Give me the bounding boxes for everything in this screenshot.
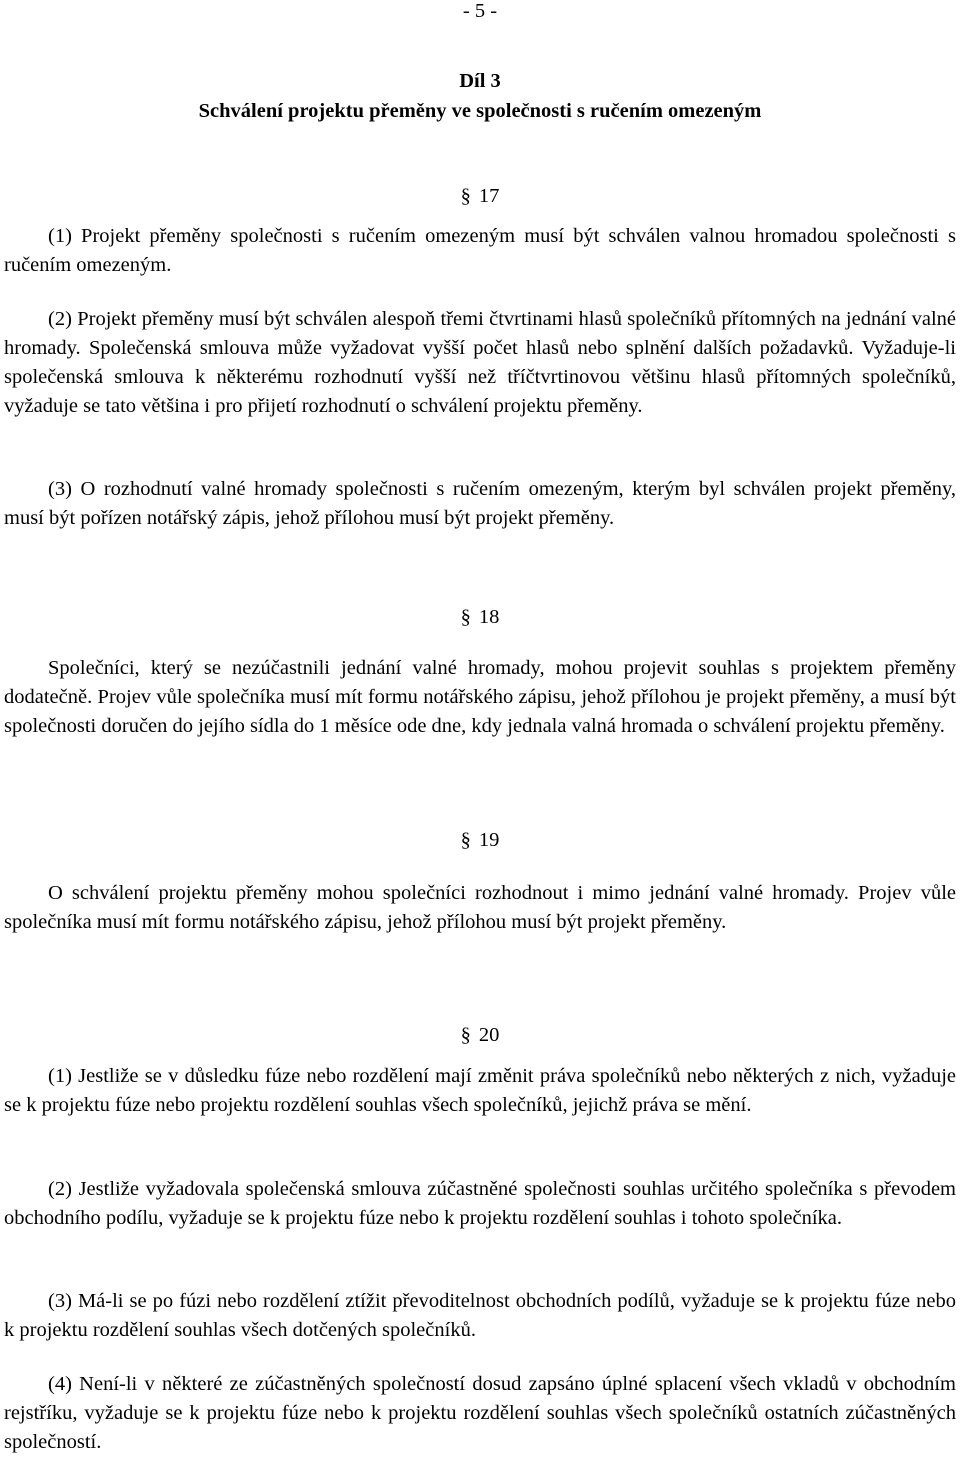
page-number: - 5 - xyxy=(462,0,498,22)
part-title: Schválení projektu přeměny ve společnosti s ručením omezeným xyxy=(198,100,762,122)
section-sign-icon: § xyxy=(460,185,471,207)
section-sign-icon: § xyxy=(460,1024,471,1046)
section-20-paragraph-4: (4) Není-li v některé ze zúčastněných společností dosud zapsáno úplné splacení všech vkladů v obchodním rejstříku, vyžaduje se k projektu fúze nebo k projektu rozdělení souhlas všech společníků ostatních zúčastněných společností. xyxy=(4,1373,956,1453)
section-number: 18 xyxy=(478,606,500,628)
section-17-paragraph-3: (3) O rozhodnutí valné hromady společnosti s ručením omezeným, kterým byl schválen projekt přeměny, musí být pořízen notářský zápis, jehož přílohou musí být projekt přeměny. xyxy=(4,478,956,529)
section-18-paragraph-1: Společníci, který se nezúčastnili jednání valné hromady, mohou projevit souhlas s projektem přeměny dodatečně. Projev vůle společníka musí mít formu notářského zápisu, jehož přílohou je projekt přeměny, a musí být společnosti doručen do jejího sídla do 1 měsíce ode dne, kdy jednala valná hromada o schválení projektu přeměny. xyxy=(4,657,956,737)
section-19-paragraph-1: O schválení projektu přeměny mohou společníci rozhodnout i mimo jednání valné hromady. Projev vůle společníka musí mít formu notářského zápisu, jehož přílohou musí být projekt přeměny. xyxy=(4,882,956,933)
section-17-paragraph-1: (1) Projekt přeměny společnosti s ručením omezeným musí být schválen valnou hromadou společnosti s ručením omezeným. xyxy=(4,225,956,276)
section-20-heading xyxy=(4,1021,956,1050)
section-20-paragraph-1: (1) Jestliže se v důsledku fúze nebo rozdělení mají změnit práva společníků nebo některých z nich, vyžaduje se k projektu fúze nebo projektu rozdělení souhlas všech společníků, jejichž práva se mění. xyxy=(4,1065,956,1116)
section-number: 19 xyxy=(478,829,500,851)
section-18-heading xyxy=(4,603,956,632)
section-sign-icon: § xyxy=(460,606,471,628)
section-17-heading xyxy=(4,182,956,211)
section-19-heading xyxy=(4,826,956,855)
section-number: 20 xyxy=(478,1024,500,1046)
section-20-paragraph-2: (2) Jestliže vyžadovala společenská smlouva zúčastněné společnosti souhlas určitého společníka s převodem obchodního podílu, vyžaduje se k projektu fúze nebo k projektu rozdělení souhlas i tohoto společníka. xyxy=(4,1178,956,1229)
section-20-paragraph-3: (3) Má-li se po fúzi nebo rozdělení ztížit převoditelnost obchodních podílů, vyžaduje se k projektu fúze nebo k projektu rozdělení souhlas všech dotčených společníků. xyxy=(4,1290,956,1341)
section-number: 17 xyxy=(478,185,500,207)
section-17-paragraph-2: (2) Projekt přeměny musí být schválen alespoň třemi čtvrtinami hlasů společníků přítomných na jednání valné hromady. Společenská smlouva může vyžadovat vyšší počet hlasů nebo splnění dalších požadavků. Vyžaduje-li společenská smlouva k některému rozhodnutí vyšší než tříčtvrtinovou většinu hlasů přítomných společníků, vyžaduje se tato většina i pro přijetí rozhodnutí o schválení projektu přeměny. xyxy=(4,308,956,417)
section-sign-icon: § xyxy=(460,829,471,851)
part-heading: Díl 3 xyxy=(459,70,501,92)
